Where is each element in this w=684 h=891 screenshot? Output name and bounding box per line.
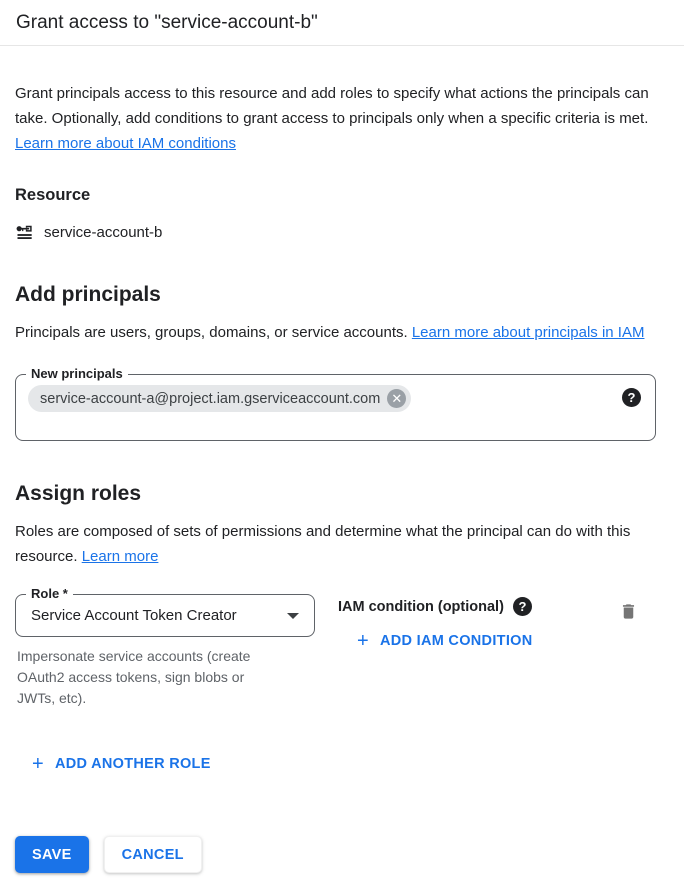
principal-chip-text: service-account-a@project.iam.gserviceaccount.com (40, 390, 381, 407)
role-select-value: Service Account Token Creator (31, 607, 237, 624)
iam-condition-label: IAM condition (optional) (338, 598, 504, 615)
role-select-label: Role * (26, 586, 73, 602)
learn-more-roles-link[interactable]: Learn more (81, 548, 159, 565)
intro-text: Grant principals access to this resource and add roles to specify what actions the principals can take. Optionally, add conditions to grant access to principals only when a specific criteria is met. (15, 85, 649, 127)
iam-condition-help-icon[interactable]: ? (513, 597, 532, 616)
dialog-header (0, 0, 684, 46)
role-row (15, 586, 669, 709)
add-another-role-label: ADD ANOTHER ROLE (54, 756, 211, 772)
plus-icon: + (32, 753, 44, 775)
service-account-icon (15, 222, 35, 242)
dialog-body (0, 81, 684, 873)
new-principals-field[interactable] (15, 366, 656, 441)
learn-more-iam-conditions-link[interactable]: Learn more about IAM conditions (15, 135, 236, 152)
add-iam-condition-label: ADD IAM CONDITION (379, 633, 533, 649)
intro-paragraph (15, 81, 670, 156)
dropdown-arrow-icon (287, 613, 299, 619)
role-helper-text: Impersonate service accounts (create OAuth2 access tokens, sign blobs or JWTs, etc). (17, 648, 251, 706)
save-button[interactable]: SAVE (15, 836, 89, 873)
dialog-footer (15, 836, 669, 873)
role-column (15, 586, 315, 709)
cancel-button[interactable]: CANCEL (104, 836, 202, 873)
add-principals-description (15, 320, 670, 345)
add-principals-text: Principals are users, groups, domains, or service accounts. (15, 324, 412, 341)
add-iam-condition-button[interactable] (357, 631, 533, 651)
resource-name: service-account-b (44, 223, 163, 241)
learn-more-principals-link[interactable]: Learn more about principals in IAM (411, 324, 645, 341)
iam-condition-label-row (338, 597, 533, 616)
trash-icon (619, 601, 638, 622)
dialog-title: Grant access to "service-account-b" (16, 12, 318, 33)
principal-chip (28, 385, 411, 412)
iam-condition-column (338, 594, 533, 652)
role-select[interactable] (15, 586, 315, 637)
assign-roles-description (15, 519, 670, 569)
add-principals-heading: Add principals (15, 283, 161, 306)
assign-roles-heading: Assign roles (15, 482, 142, 505)
assign-roles-text: Roles are composed of sets of permissions and determine what the principal can do with this resource. (15, 523, 631, 565)
chip-remove-icon[interactable]: ✕ (387, 389, 406, 408)
plus-icon: + (357, 630, 369, 652)
new-principals-label: New principals (26, 366, 128, 382)
delete-role-button[interactable] (619, 601, 638, 622)
resource-row (15, 222, 669, 242)
resource-heading: Resource (15, 186, 91, 204)
add-another-role-button[interactable] (32, 754, 211, 774)
principals-help-icon[interactable]: ? (622, 388, 641, 407)
